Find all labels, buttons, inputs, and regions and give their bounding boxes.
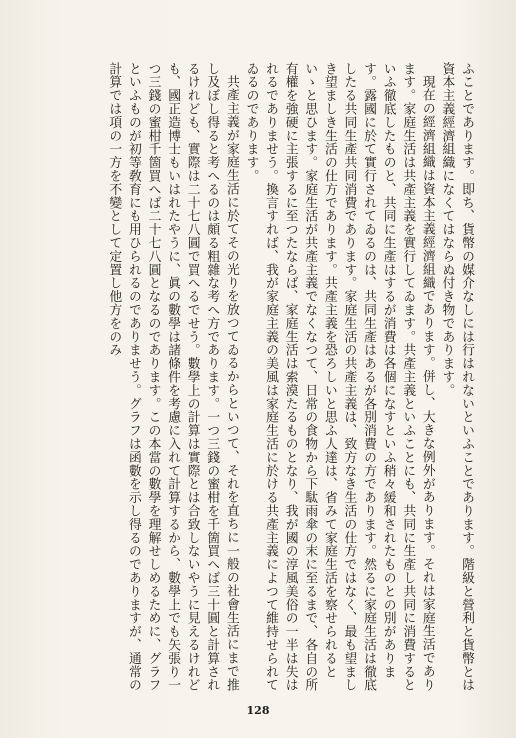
paragraph: 共產主義が家庭生活に於てその光りを放つてゐるからといつて、それを直ちに一般の社會生活にまで推し及ぼし得ると考へるのは頗る粗雜な考へ方であります。一つ三錢の蜜柑を千箇買へば三十圓と計算されるけれども、實際は二十七八圓で買へるでせう。數學上の計算は實際とは合致しないやうに見えるけれども、國正造博士もいはれたやうに、眞の數學は諸條件を考慮に入れて計算するから、數學上でも矢張り一つ三錢の蜜柑千箇買へば二十七八圓となるのであります。この本當の數學を理解せしめるために、グラフといふものが初等敎育にも用ひられるのでありませう。グラフは函數を示し得るのでありますが、通常の計算では項の一方を不變として定置し他方をのみ: [106, 62, 239, 692]
paragraph: 現在の經濟組織は資本主義經濟組織であります。併し、大きな例外があります。それは家庭生活であります。家庭生活は共產主義を實行してゐます。共產主義といふことにも、共同に生產し共同に消費するといふ徹底したものと、共同に生產はするが消費は各個になすといふ稍々緩和されたものとの別があります。露國に於て實行されてゐるのは、共同生產はあるが各別消費の方であります。然るに家庭生活は徹底したる共同生產共同消費であります。家庭生活の共產主義は、致方なき生活の仕方ではなく、最も望ましき望ましき生活の仕方であります。共產主義を恐ろしいと思ふ人達は、省みて家庭生活を察せられるといゝと思ひます。家庭生活が共產主義でなくなつて、日常の食物から下駄雨傘の末に至るまで、各自の所有權を強硬に主張するに至つたならば、家庭生活は索漠たるものとなり、我が國の淳風美俗の一半は失はれるでありませう。換言すれば、我が家庭主義の美風は家庭生活に於ける共產主義によつて維持せられてゐるのであります。: [243, 62, 435, 692]
paragraph: ふことであります。即ち、貨幣の媒介なしには行はれないといふことであります。階級と營利と貨幣とは資本主義經濟組織になくてはならぬ付き物であります。: [439, 62, 474, 692]
page-number: 128: [246, 704, 270, 717]
vertical-text-body: [40, 62, 476, 694]
